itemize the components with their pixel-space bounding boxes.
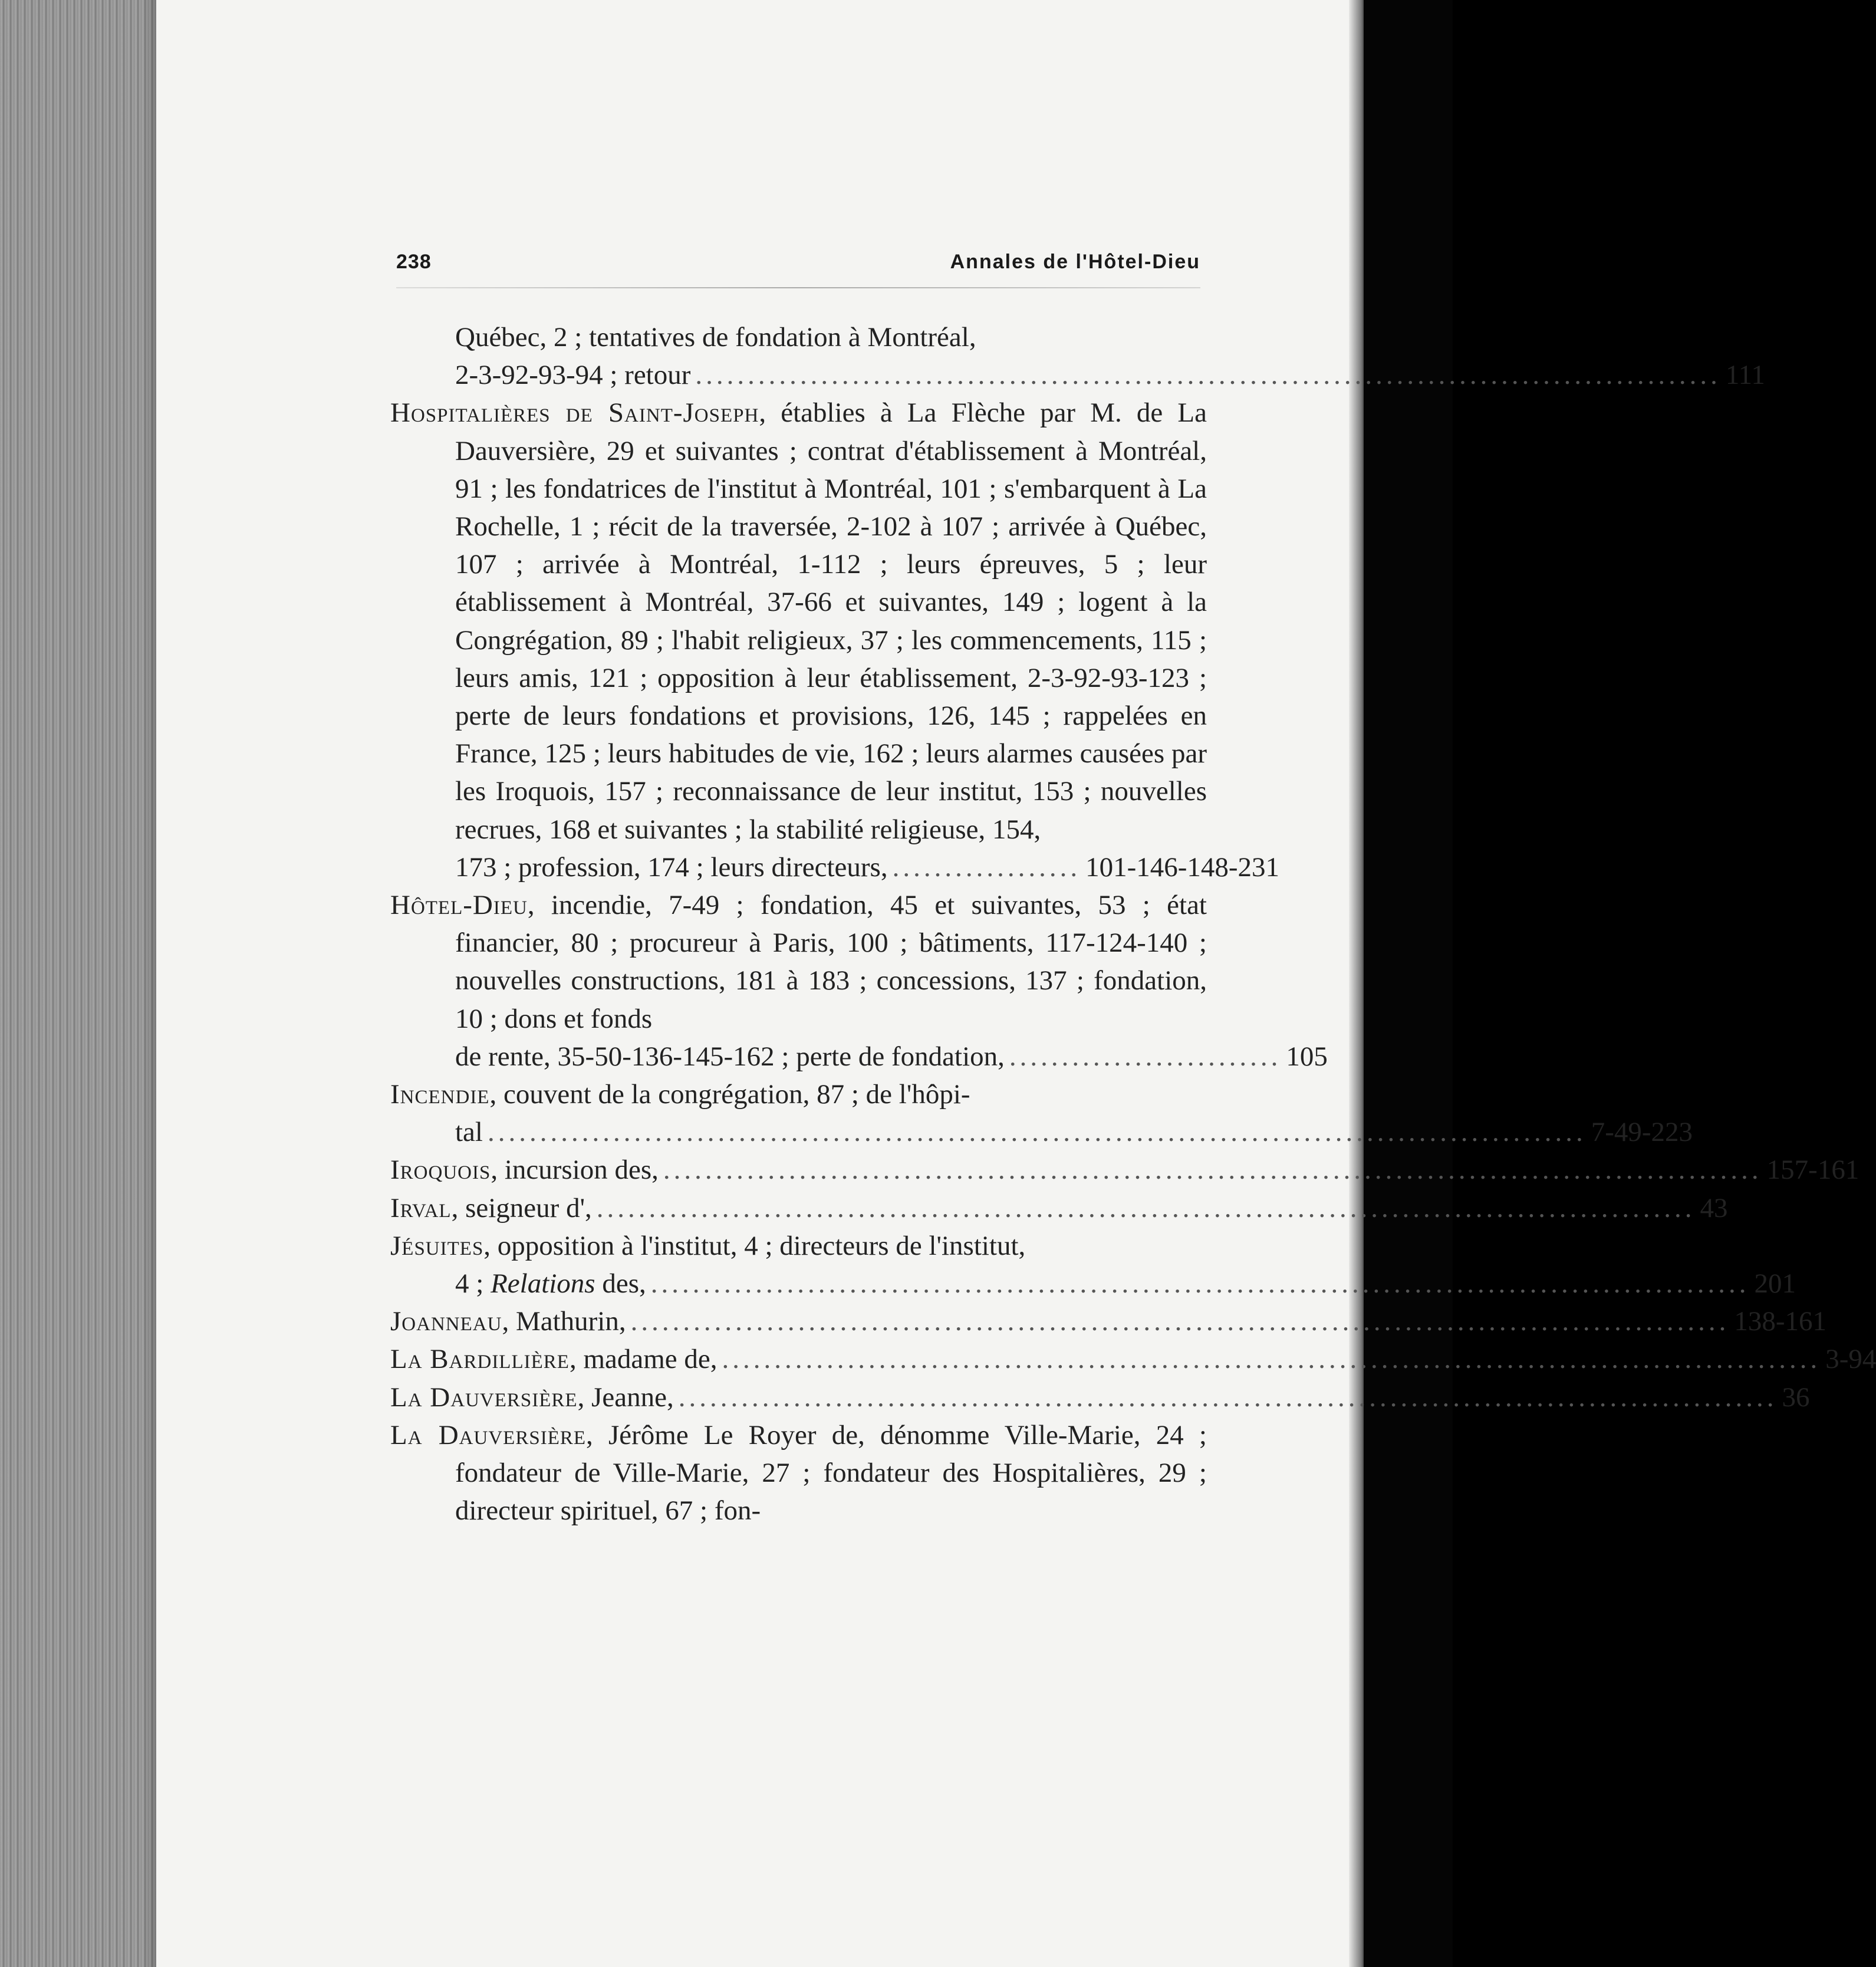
entry-text: , opposition à l'institut, 4 ; directeurs de l'institut, xyxy=(483,1230,1026,1261)
entry-line-text xyxy=(390,1151,659,1189)
entry-text: Québec, 2 ; tentatives de fondation à Montréal, xyxy=(455,322,976,353)
dot-leader: ......................................................................................................... xyxy=(596,1192,1696,1223)
entry-last-line xyxy=(455,1113,1693,1151)
scan-background xyxy=(1364,0,1453,1967)
index-entry xyxy=(390,1416,1207,1530)
entry-pages: 101-146-148-231 xyxy=(1085,851,1280,883)
entry-last-text: , Mathurin, xyxy=(502,1306,626,1337)
entry-line-text xyxy=(390,1189,592,1227)
dot-leader: ......................................................................................................... xyxy=(663,1154,1762,1186)
index-entry xyxy=(390,1189,1728,1227)
entry-last-text: , seigneur d', xyxy=(451,1192,592,1223)
entry-heading: Jésuites xyxy=(390,1230,484,1261)
index-entry xyxy=(390,1151,1859,1189)
entry-heading: Irval xyxy=(390,1192,452,1223)
entry-heading: Incendie xyxy=(390,1079,490,1110)
entry-pages: 105 xyxy=(1286,1041,1328,1072)
entry-last-text: des, xyxy=(595,1268,646,1300)
entry-heading: La Dauversière xyxy=(390,1381,578,1413)
dot-leader: ......................................................................................................... xyxy=(630,1306,1730,1337)
dot-leader: ......................................................................................................... xyxy=(487,1117,1587,1148)
entry-pages: 157-161 xyxy=(1766,1154,1859,1186)
dot-leader: ......................................................................................................... xyxy=(722,1344,1821,1375)
entry-line-text xyxy=(390,1379,674,1416)
index-entry xyxy=(390,1340,1876,1378)
entry-last-line xyxy=(390,1151,1859,1189)
index-entry xyxy=(390,394,1280,886)
dot-leader: ......................................................................................................... xyxy=(650,1268,1750,1300)
entry-line-text xyxy=(455,1265,646,1302)
running-title: Annales de l'Hôtel-Dieu xyxy=(950,251,1200,273)
header-rule xyxy=(396,287,1200,288)
entry-last-text: tal xyxy=(455,1117,483,1148)
entry-pages: 201 xyxy=(1754,1268,1796,1300)
index-entry xyxy=(390,318,1765,394)
index-entry xyxy=(390,1075,1693,1151)
entry-last-line xyxy=(455,848,1280,886)
entry-heading: Hôtel-Dieu xyxy=(390,890,528,921)
entry-pages: 111 xyxy=(1725,360,1765,391)
entry-text: , incendie, 7-49 ; fondation, 45 et suivantes, 53 ; état financier, 80 ; procureur à Paris, 100 ; bâtiments, 117-124-140 ; nouvelles constructions, 181 à 183 ; concessions, 137 ; fondation, 10 ; dons et fonds xyxy=(455,890,1207,1034)
entry-heading: Joanneau xyxy=(390,1306,502,1337)
index-entry xyxy=(390,1379,1810,1416)
index-entry xyxy=(390,1227,1796,1302)
entry-pages: 7-49-223 xyxy=(1591,1117,1693,1148)
entry-last-line xyxy=(455,1038,1328,1075)
entry-last-line xyxy=(390,1340,1876,1378)
entry-last-text: de rente, 35-50-136-145-162 ; perte de fondation, xyxy=(455,1041,1005,1072)
entry-last-text: , Jeanne, xyxy=(577,1381,674,1413)
dot-leader: .................................................................................................. xyxy=(695,360,1721,391)
entry-text: , Jérôme Le Royer de, dénomme Ville-Marie, 24 ; fondateur de Ville-Marie, 27 ; fondateur des Hospitalières, 29 ; directeur spirituel, 67 ; fon- xyxy=(455,1419,1207,1527)
entry-pages: 43 xyxy=(1700,1192,1728,1223)
page-number: 238 xyxy=(396,251,432,273)
entry-pages: 36 xyxy=(1782,1381,1810,1413)
entry-line-text xyxy=(390,1340,718,1378)
index-entry xyxy=(390,1302,1827,1340)
book-page-edges xyxy=(0,0,156,1967)
entry-last-text: , incursion des, xyxy=(491,1154,659,1186)
entry-last-prefix: 4 ; xyxy=(455,1268,491,1300)
dot-leader: ......................................................................................................... xyxy=(678,1381,1778,1413)
entry-line-text xyxy=(390,1302,626,1340)
index-list xyxy=(390,318,1876,1530)
entry-pages: 3-94 xyxy=(1825,1344,1876,1375)
running-header xyxy=(396,251,1200,286)
dot-leader: .................. xyxy=(892,851,1081,883)
entry-last-line xyxy=(390,1302,1827,1340)
entry-last-line xyxy=(390,1189,1728,1227)
entry-last-line xyxy=(455,1265,1796,1302)
entry-last-text: , madame de, xyxy=(569,1344,718,1375)
entry-heading: La Bardillière xyxy=(390,1344,570,1375)
entry-last-text: 2-3-92-93-94 ; retour xyxy=(455,360,691,391)
entry-heading: Hospitalières de Saint-Joseph xyxy=(390,397,759,429)
dot-leader: .......................... xyxy=(1009,1041,1282,1072)
entry-heading: Iroquois xyxy=(390,1154,491,1186)
entry-pages: 138-161 xyxy=(1734,1306,1827,1337)
entry-last-text: 173 ; profession, 174 ; leurs directeurs, xyxy=(455,851,888,883)
entry-text: , couvent de la congrégation, 87 ; de l'hôpi- xyxy=(489,1079,970,1110)
entry-heading: La Dauversière xyxy=(390,1419,587,1450)
entry-last-line xyxy=(390,1379,1810,1416)
index-entry xyxy=(390,886,1328,1075)
entry-text: , établies à La Flèche par M. de La Dauversière, 29 et suivantes ; contrat d'établissement à Montréal, 91 ; les fondatrices de l'institut à Montréal, 101 ; s'embarquent à La Rochelle, 1 ; récit de la traversée, 2-102 à 107 ; arrivée à Québec, 107 ; arrivée à Montréal, 1-112 ; leurs épreuves, 5 ; leur établissement à Montréal, 37-66 et suivantes, 149 ; logent à la Congrégation, 89 ; l'habit religieux, 37 ; les commencements, 115 ; leurs amis, 121 ; opposition à leur établissement, 2-3-92-93-123 ; perte de leurs fondations et provisions, 126, 145 ; rappelées en France, 125 ; leurs habitudes de vie, 162 ; leurs alarmes causées par les Iroquois, 157 ; reconnaissance de leur institut, 153 ; nouvelles recrues, 168 et suivantes ; la stabilité religieuse, 154, xyxy=(455,397,1207,845)
entry-italic-title: Relations xyxy=(491,1268,595,1300)
entry-last-line xyxy=(455,356,1765,394)
